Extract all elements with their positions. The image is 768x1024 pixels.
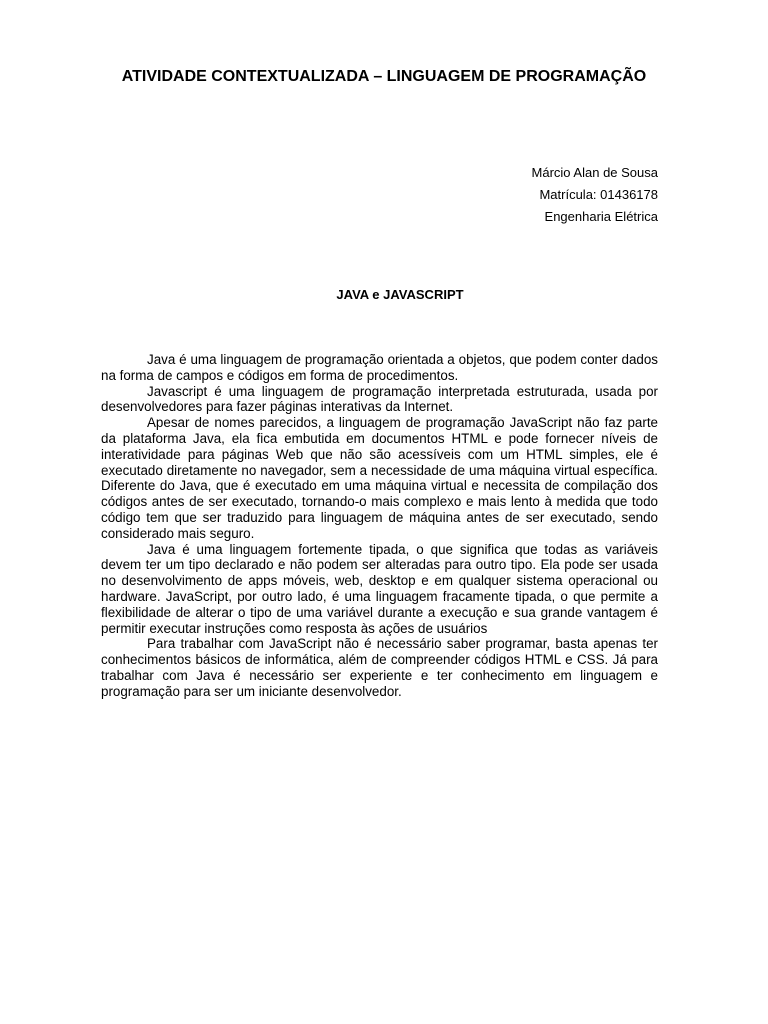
paragraph: Para trabalhar com JavaScript não é necessário saber programar, basta apenas ter conhecimentos básicos de informática, além de compreender códigos HTML e CSS. Já para trabalhar com Java é necessário ser experiente e ter conhecimento em linguagem e programação para ser um iniciante desenvolvedor. xyxy=(101,636,658,699)
paragraph: Java é uma linguagem de programação orientada a objetos, que podem conter dados na forma de campos e códigos em forma de procedimentos. xyxy=(101,352,658,383)
paragraph: Java é uma linguagem fortemente tipada, o que significa que todas as variáveis devem ter um tipo declarado e não podem ser alteradas para outro tipo. Ela pode ser usada no desenvolvimento de apps móveis, web, desktop e em qualquer sistema operacional ou hardware. JavaScript, por outro lado, é uma linguagem fracamente tipada, o que permite a flexibilidade de alterar o tipo de uma variável durante a execução e sua grande vantagem é permitir executar instruções como resposta às ações de usuários xyxy=(101,541,658,636)
section-title: JAVA e JAVASCRIPT xyxy=(336,287,464,302)
author-block xyxy=(532,165,658,231)
body-text xyxy=(101,352,658,700)
paragraph: Javascript é uma linguagem de programação interpretada estruturada, usada por desenvolvedores para fazer páginas interativas da Internet. xyxy=(101,383,658,415)
author-name: Márcio Alan de Sousa xyxy=(531,165,658,180)
paragraph: Apesar de nomes parecidos, a linguagem de programação JavaScript não faz parte da plataforma Java, ela fica embutida em documentos HTML e pode fornecer níveis de interatividade para páginas Web que não são acessíveis com um HTML simples, ele é executado diretamente no navegador, sem a necessidade de uma máquina virtual específica. Diferente do Java, que é executado em uma máquina virtual e necessita de compilação dos códigos antes de ser executado, tornando-o mais complexo e mais lento à medida que todo código tem que ser traduzido para linguagem de máquina antes de ser executado, sendo considerado mais seguro. xyxy=(101,415,658,541)
author-course: Engenharia Elétrica xyxy=(544,209,658,224)
document-title: ATIVIDADE CONTEXTUALIZADA – LINGUAGEM DE PROGRAMAÇÃO xyxy=(121,68,647,85)
author-registration: Matrícula: 01436178 xyxy=(539,187,658,202)
